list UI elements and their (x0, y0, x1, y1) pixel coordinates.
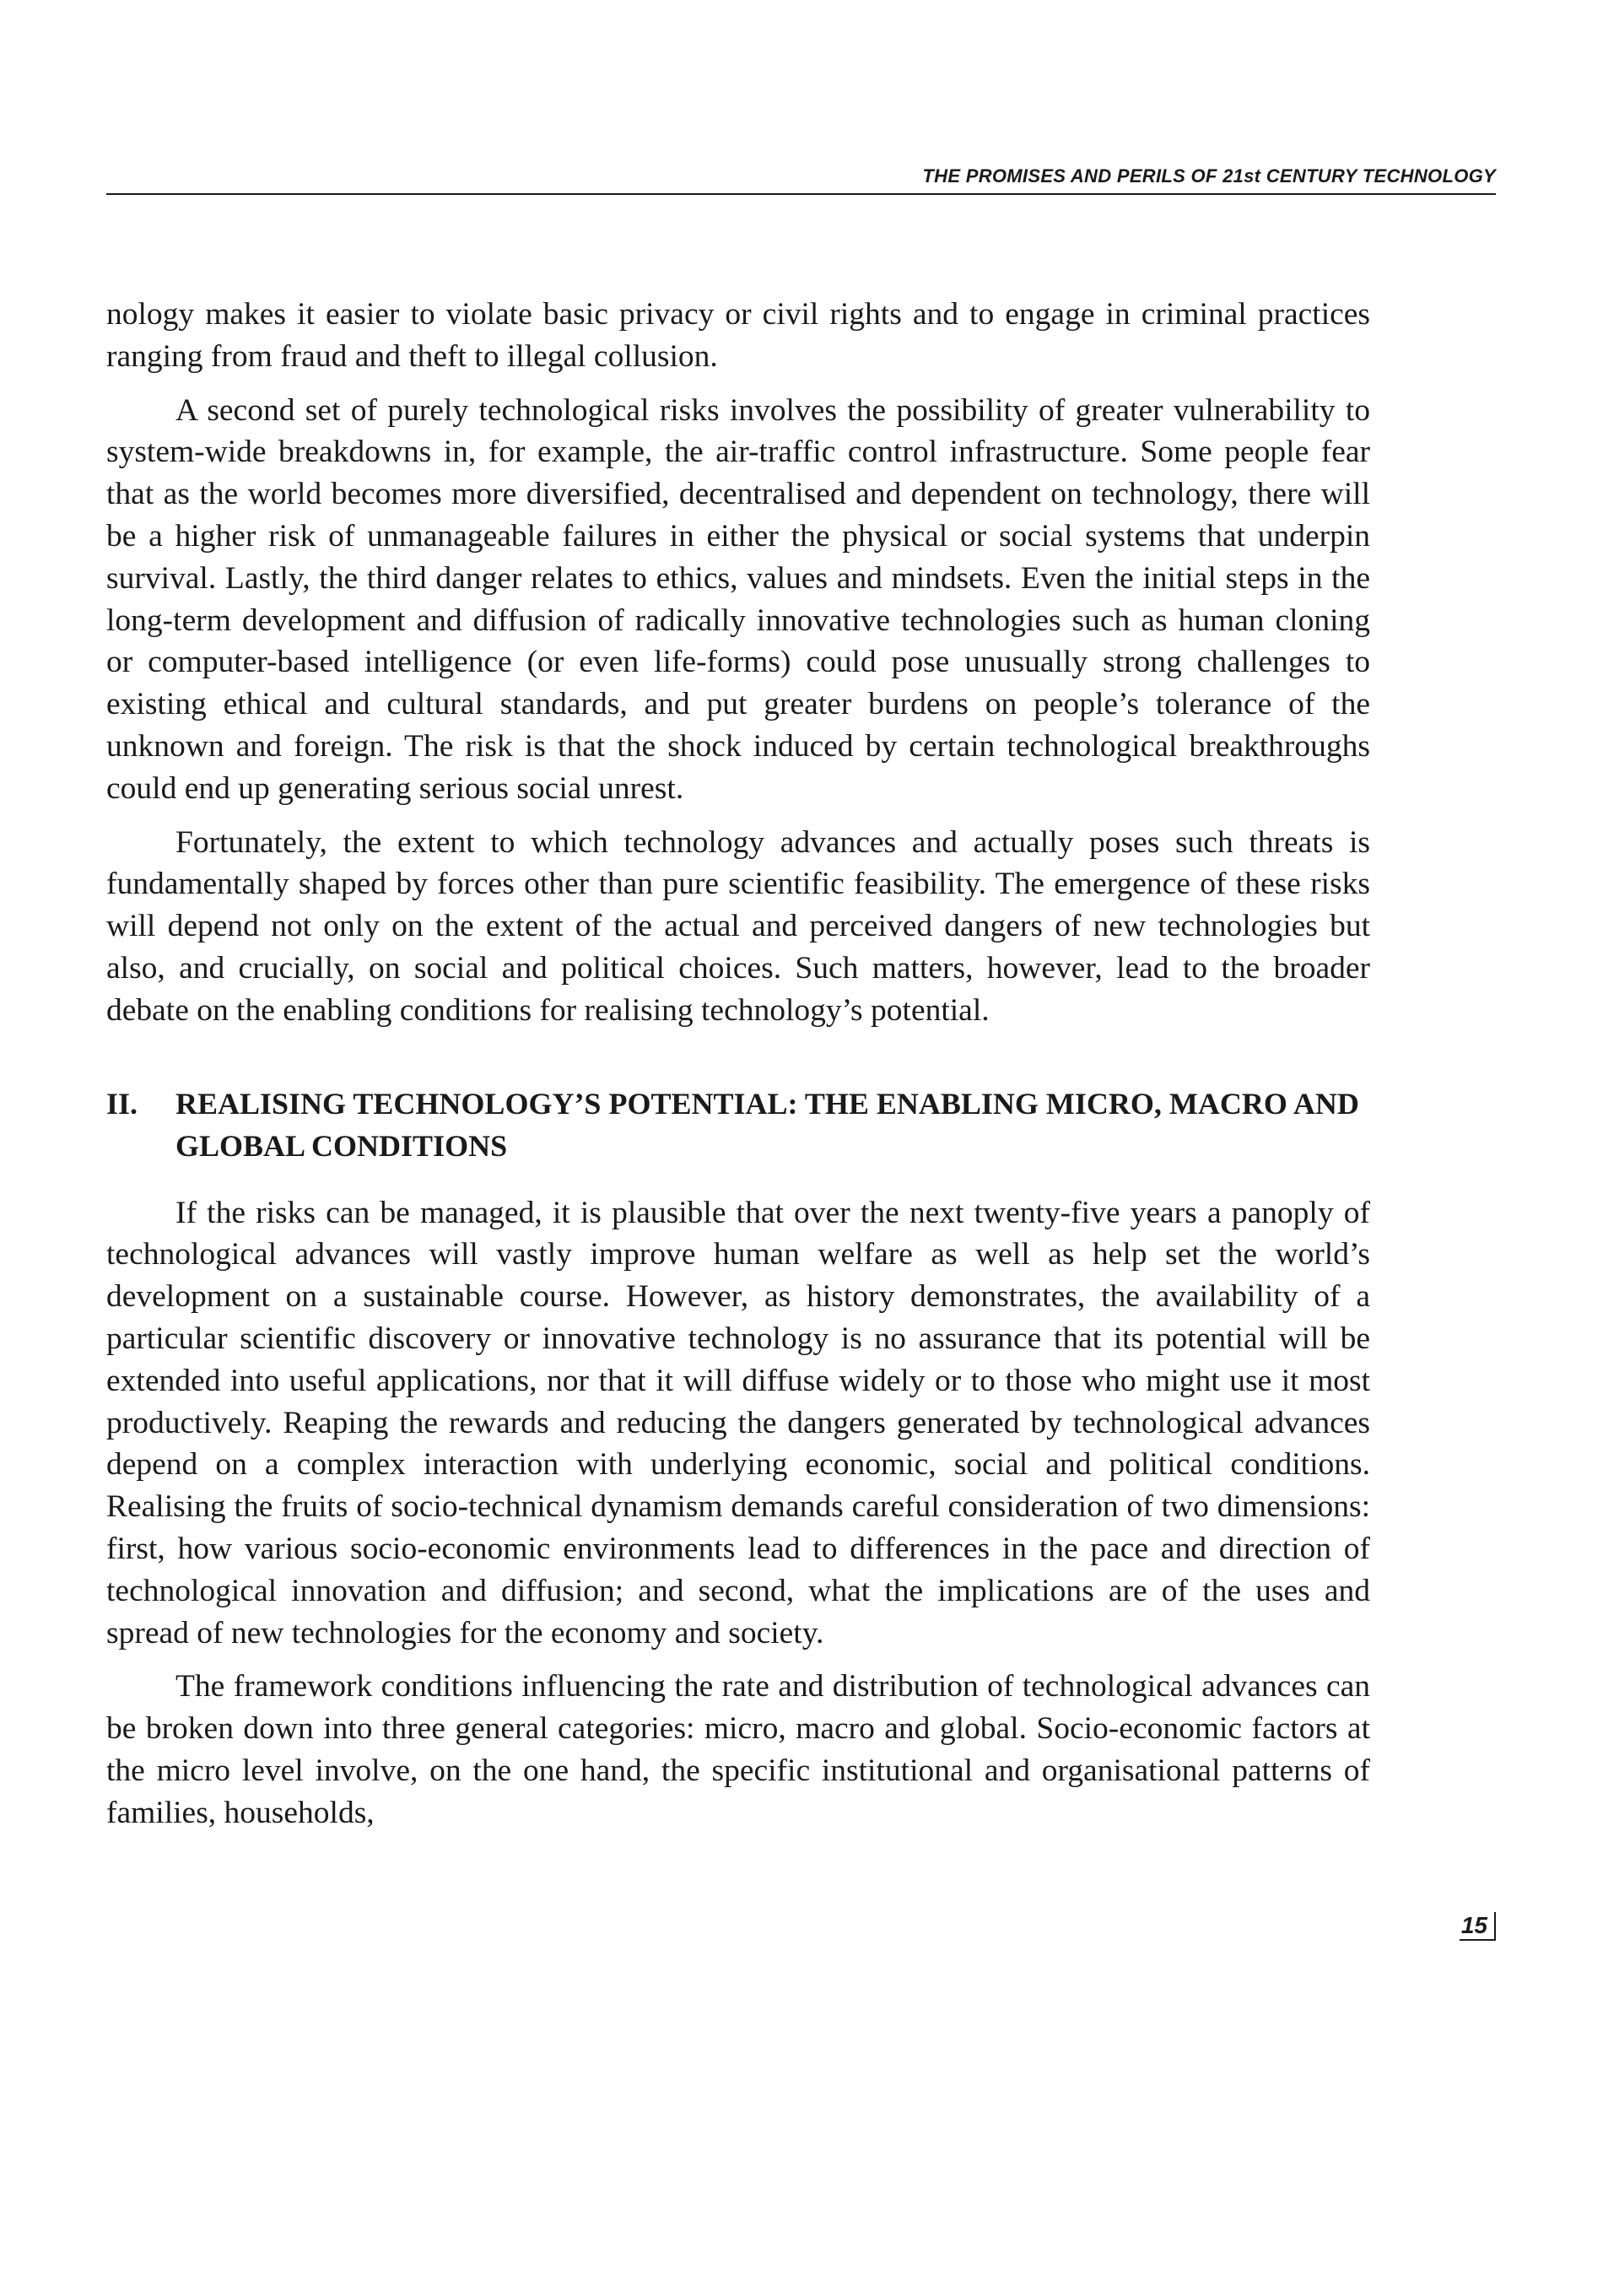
section-number: II. (106, 1086, 138, 1121)
paragraph-technological-risks: A second set of purely technological risks involves the possibility of greater vulnerability to system-wide breakdowns in, for example, the air-traffic control infrastructure. Some people fear that as the world becomes more diversified, decentralised and dependent on technology, there will be a higher risk of unmanageable failures in either the physical or social systems that underpin survival. Lastly, the third danger relates to ethics, values and mindsets. Even the initial steps in the long-term development and diffusion of radically innovative technologies such as human cloning or computer-based intelligence (or even life-forms) could pose unusually strong challenges to existing ethical and cultural standards, and put greater burdens on people’s tolerance of the unknown and foreign. The risk is that the shock induced by certain technological breakthroughs could end up generating serious social unrest. (106, 392, 1370, 806)
paragraph-fortunately: Fortunately, the extent to which technology advances and actually poses such threats is fundamentally shaped by forces other than pure scientific feasibility. The emergence of these risks will depend not only on the extent of the actual and perceived dangers of new technologies but also, and crucially, on social and political choices. Such matters, however, lead to the broader debate on the enabling conditions for realising technology’s potential. (106, 824, 1370, 1028)
running-head: THE PROMISES AND PERILS OF 21st CENTURY TECHNOLOGY (922, 165, 1496, 186)
body-text (106, 294, 1370, 1846)
page-number-value: 15 (1460, 1912, 1496, 1941)
header-rule (106, 193, 1496, 195)
page-number (1434, 1912, 1496, 1941)
section-heading (106, 1083, 1370, 1167)
paragraph-risks-managed: If the risks can be managed, it is plausible that over the next twenty-five years a panoply of technological advances will vastly improve human welfare as well as help set the world’s development on a sustainable course. However, as history demonstrates, the availability of a particular scientific discovery or innovative technology is no assurance that its potential will be extended into useful applications, nor that it will diffuse widely or to those who might use it most productively. Reaping the rewards and reducing the dangers generated by technological advances depend on a complex interaction with underlying economic, social and political conditions. Realising the fruits of socio-technical dynamism demands careful consideration of two dimensions: first, how various socio-economic environments lead to differences in the pace and direction of technological innovation and diffusion; and second, what the implications are of the uses and spread of new technologies for the economy and society. (106, 1195, 1370, 1650)
paragraph-continued: nology makes it easier to violate basic privacy or civil rights and to engage in criminal practices ranging from fraud and theft to illegal collusion. (106, 297, 1370, 374)
paragraph-framework-conditions: The framework conditions influencing the rate and distribution of technological advances can be broken down into three general categories: micro, macro and global. Socio-economic factors at the micro level involve, on the one hand, the specific institutional and organisational patterns of families, households, (106, 1669, 1370, 1830)
section-title: REALISING TECHNOLOGY’S POTENTIAL: THE ENABLING MICRO, MACRO AND GLOBAL CONDITIONS (175, 1086, 1359, 1163)
